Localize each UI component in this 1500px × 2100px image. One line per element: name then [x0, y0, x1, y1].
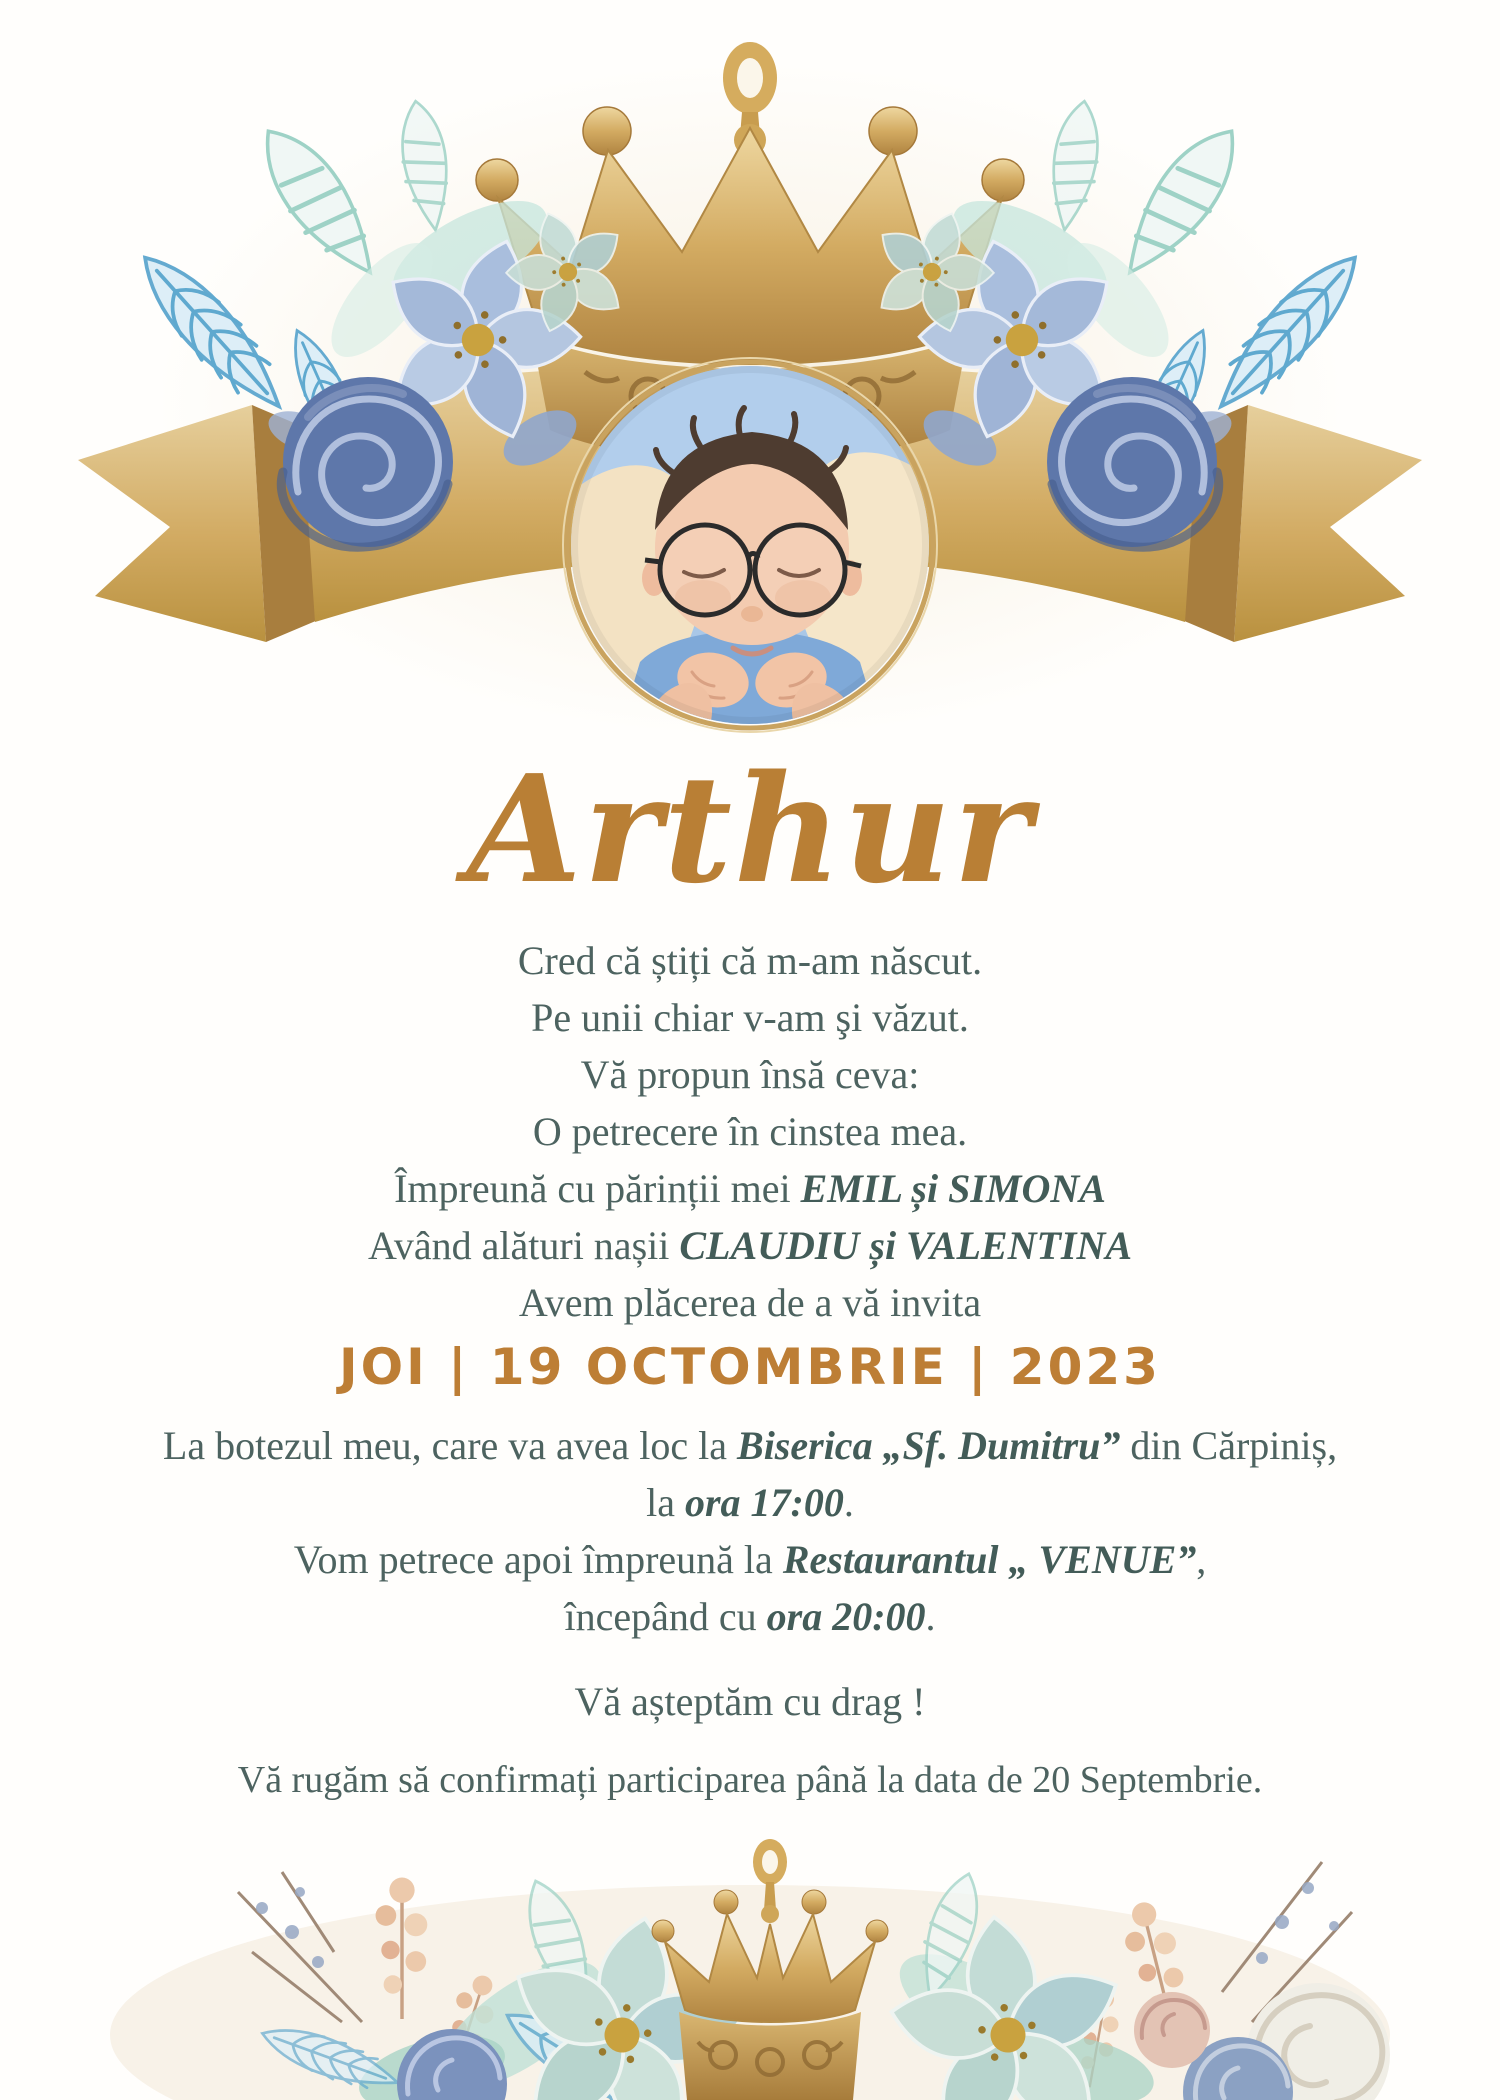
- rsvp-line: Vă rugăm să confirmați participarea până la data de 20 Septembrie.: [237, 1759, 1263, 1801]
- church-time-suffix: .: [843, 1480, 854, 1525]
- bottom-decoration: [0, 1830, 1500, 2100]
- church-name: Biserica „Sf. Dumitru”: [737, 1423, 1121, 1468]
- restaurant-name: Restaurantul „ VENUE”: [782, 1537, 1197, 1582]
- invitation-text: [0, 742, 1500, 1809]
- church-time: ora 17:00: [684, 1480, 844, 1525]
- location-prefix: La botezul meu, care va avea loc la: [162, 1423, 738, 1468]
- parents-prefix: Împreună cu părinții mei: [394, 1166, 801, 1211]
- invite-line: Avem plăcerea de a vă invita: [518, 1280, 982, 1325]
- location-suffix: din Cărpiniș,: [1120, 1423, 1338, 1468]
- parents-names: EMIL și SIMONA: [800, 1166, 1106, 1211]
- godparents-prefix: Având alături nașii: [367, 1223, 680, 1268]
- intro-line-3: Vă propun însă ceva:: [580, 1052, 920, 1097]
- party-time-line: [0, 1588, 1500, 1645]
- bottom-crown-illustration: [652, 1839, 888, 2100]
- top-decoration: [0, 0, 1500, 840]
- intro-line-4: O petrecere în cinstea mea.: [532, 1109, 968, 1154]
- baby-name: Arthur: [466, 742, 1034, 916]
- closing-line: Vă așteptăm cu drag !: [574, 1679, 926, 1724]
- intro-line-1: Cred că știți că m-am născut.: [517, 938, 983, 983]
- church-time-prefix: la: [646, 1480, 685, 1525]
- location-line: [0, 1417, 1500, 1474]
- event-date: JOI | 19 OCTOMBRIE | 2023: [339, 1338, 1161, 1396]
- intro-line-2: Pe unii chiar v-am şi văzut.: [531, 995, 969, 1040]
- party-line: [0, 1531, 1500, 1588]
- church-time-line: [0, 1474, 1500, 1531]
- godparents-names: CLAUDIU și VALENTINA: [679, 1223, 1133, 1268]
- party-suffix: ,: [1196, 1537, 1207, 1582]
- party-time-suffix: .: [925, 1594, 936, 1639]
- godparents-line: [0, 1217, 1500, 1274]
- party-time-prefix: începând cu: [564, 1594, 767, 1639]
- party-prefix: Vom petrece apoi împreună la: [293, 1537, 783, 1582]
- parents-line: [0, 1160, 1500, 1217]
- party-time: ora 20:00: [766, 1594, 926, 1639]
